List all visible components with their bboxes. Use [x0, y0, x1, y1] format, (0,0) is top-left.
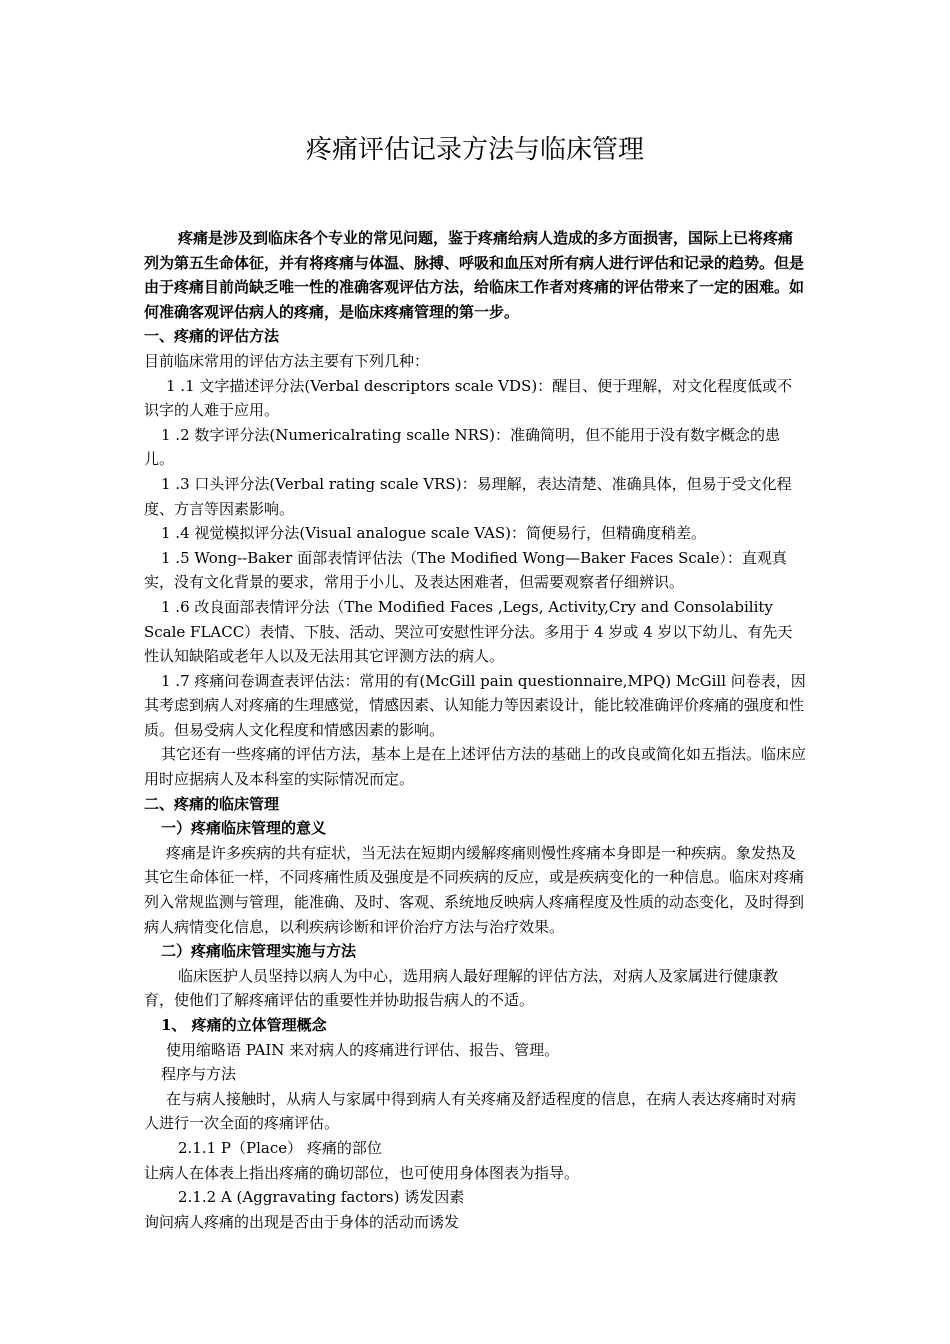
subsection-heading-implementation: 二）疼痛临床管理实施与方法 — [161, 942, 357, 961]
item-heading-pain-concept: 1、 疼痛的立体管理概念 — [161, 1016, 327, 1034]
subsection-heading-significance: 一）疼痛临床管理的意义 — [161, 819, 327, 838]
procedure-paragraph: 在与病人接触时，从病人与家属中得到病人有关疼痛及舒适程度的信息，在病人表达疼痛时对病人进行一次全面的疼痛评估。 — [144, 1089, 797, 1133]
document-title: 疼痛评估记录方法与临床管理 — [305, 135, 644, 165]
aggravating-heading: 2.1.2 A (Aggravating factors) 诱发因素 — [178, 1188, 465, 1207]
place-paragraph: 让病人在体表上指出疼痛的确切部位，也可使用身体图表为指导。 — [144, 1163, 580, 1182]
assessment-item-nrs: 1 .2 数字评分法(Numericalrating scalle NRS)：准确简明，但不能用于没有数字概念的患儿。 — [144, 425, 781, 469]
aggravating-paragraph: 询问病人疼痛的出现是否由于身体的活动而诱发 — [144, 1212, 460, 1231]
implementation-paragraph: 临床医护人员坚持以病人为中心，选用病人最好理解的评估方法，对病人及家属进行健康教育，使他们了解疼痛评估的重要性并协助报告病人的不适。 — [144, 966, 779, 1010]
assessment-item-mpq: 1 .7 疼痛问卷调查表评估法：常用的有(McGill pain questionnaire,MPQ) McGill 问卷表，因其考虑到病人对疼痛的生理感觉，情感因素、认知能力等因素设计，能比较准确评价疼痛的强度和性质。但易受病人文化程度和情感因素的影响。 — [144, 671, 806, 739]
assessment-item-flacc: 1 .6 改良面部表情评分法（The Modified Faces ,Legs, Activity,Cry and Consolability Scale FLACC）表情、下肢、活动、哭泣可安慰性评分法。多用于 4 岁或 4 岁以下幼儿、有先天性认知缺陷或老年人以及无法用其它评测方法的病人。 — [144, 597, 793, 666]
assessment-other-methods: 其它还有一些疼痛的评估方法，基本上是在上述评估方法的基础上的改良或简化如五指法。临床应用时应据病人及本科室的实际情况而定。 — [144, 745, 807, 789]
abstract-paragraph: 疼痛是涉及到临床各个专业的常见问题，鉴于疼痛给病人造成的多方面损害，国际上已将疼痛列为第五生命体征，并有将疼痛与体温、脉搏、呼吸和血压对所有病人进行评估和记录的趋势。但是由于疼痛目前尚缺乏唯一性的准确客观评估方法，给临床工作者对疼痛的评估带来了一定的困难。如何准确客观评估病人的疼痛，是临床疼痛管理的第一步。 — [144, 229, 805, 321]
assessment-item-vas: 1 .4 视觉模拟评分法(Visual analogue scale VAS)：简便易行，但精确度稍差。 — [161, 524, 707, 543]
pain-concept-paragraph: 使用缩略语 PAIN 来对病人的疼痛进行评估、报告、管理。 — [166, 1040, 560, 1059]
section-heading-management: 二、疼痛的临床管理 — [144, 794, 280, 813]
procedure-heading: 程序与方法 — [161, 1065, 237, 1084]
place-heading: 2.1.1 P（Place） 疼痛的部位 — [178, 1138, 382, 1157]
assessment-item-wong-baker: 1 .5 Wong--Baker 面部表情评估法（The Modified Wong—Baker Faces Scale）：直观真实，没有文化背景的要求，常用于小儿、及表达困难者，但需要观察者仔细辨识。 — [144, 548, 787, 592]
assessment-item-vrs: 1 .3 口头评分法(Verbal rating scale VRS)：易理解，表达清楚、准确具体，但易于受文化程度、方言等因素影响。 — [144, 474, 792, 518]
document-body — [144, 226, 806, 1234]
significance-paragraph: 疼痛是许多疾病的共有症状，当无法在短期内缓解疼痛则慢性疼痛本身即是一种疾病。象发热及其它生命体征一样，不同疼痛性质及强度是不同疾病的反应，或是疾病变化的一种信息。临床对疼痛列入常规监测与管理，能准确、及时、客观、系统地反映病人疼痛程度及性质的动态变化，及时得到病人病情变化信息，以利疾病诊断和评价治疗方法与治疗效果。 — [144, 843, 805, 936]
section-heading-assessment: 一、疼痛的评估方法 — [144, 327, 280, 346]
assessment-item-vds: 1 .1 文字描述评分法(Verbal descriptors scale VDS)：醒目、便于理解，对文化程度低或不识字的人难于应用。 — [144, 376, 793, 420]
assessment-intro: 目前临床常用的评估方法主要有下列几种： — [144, 351, 430, 370]
